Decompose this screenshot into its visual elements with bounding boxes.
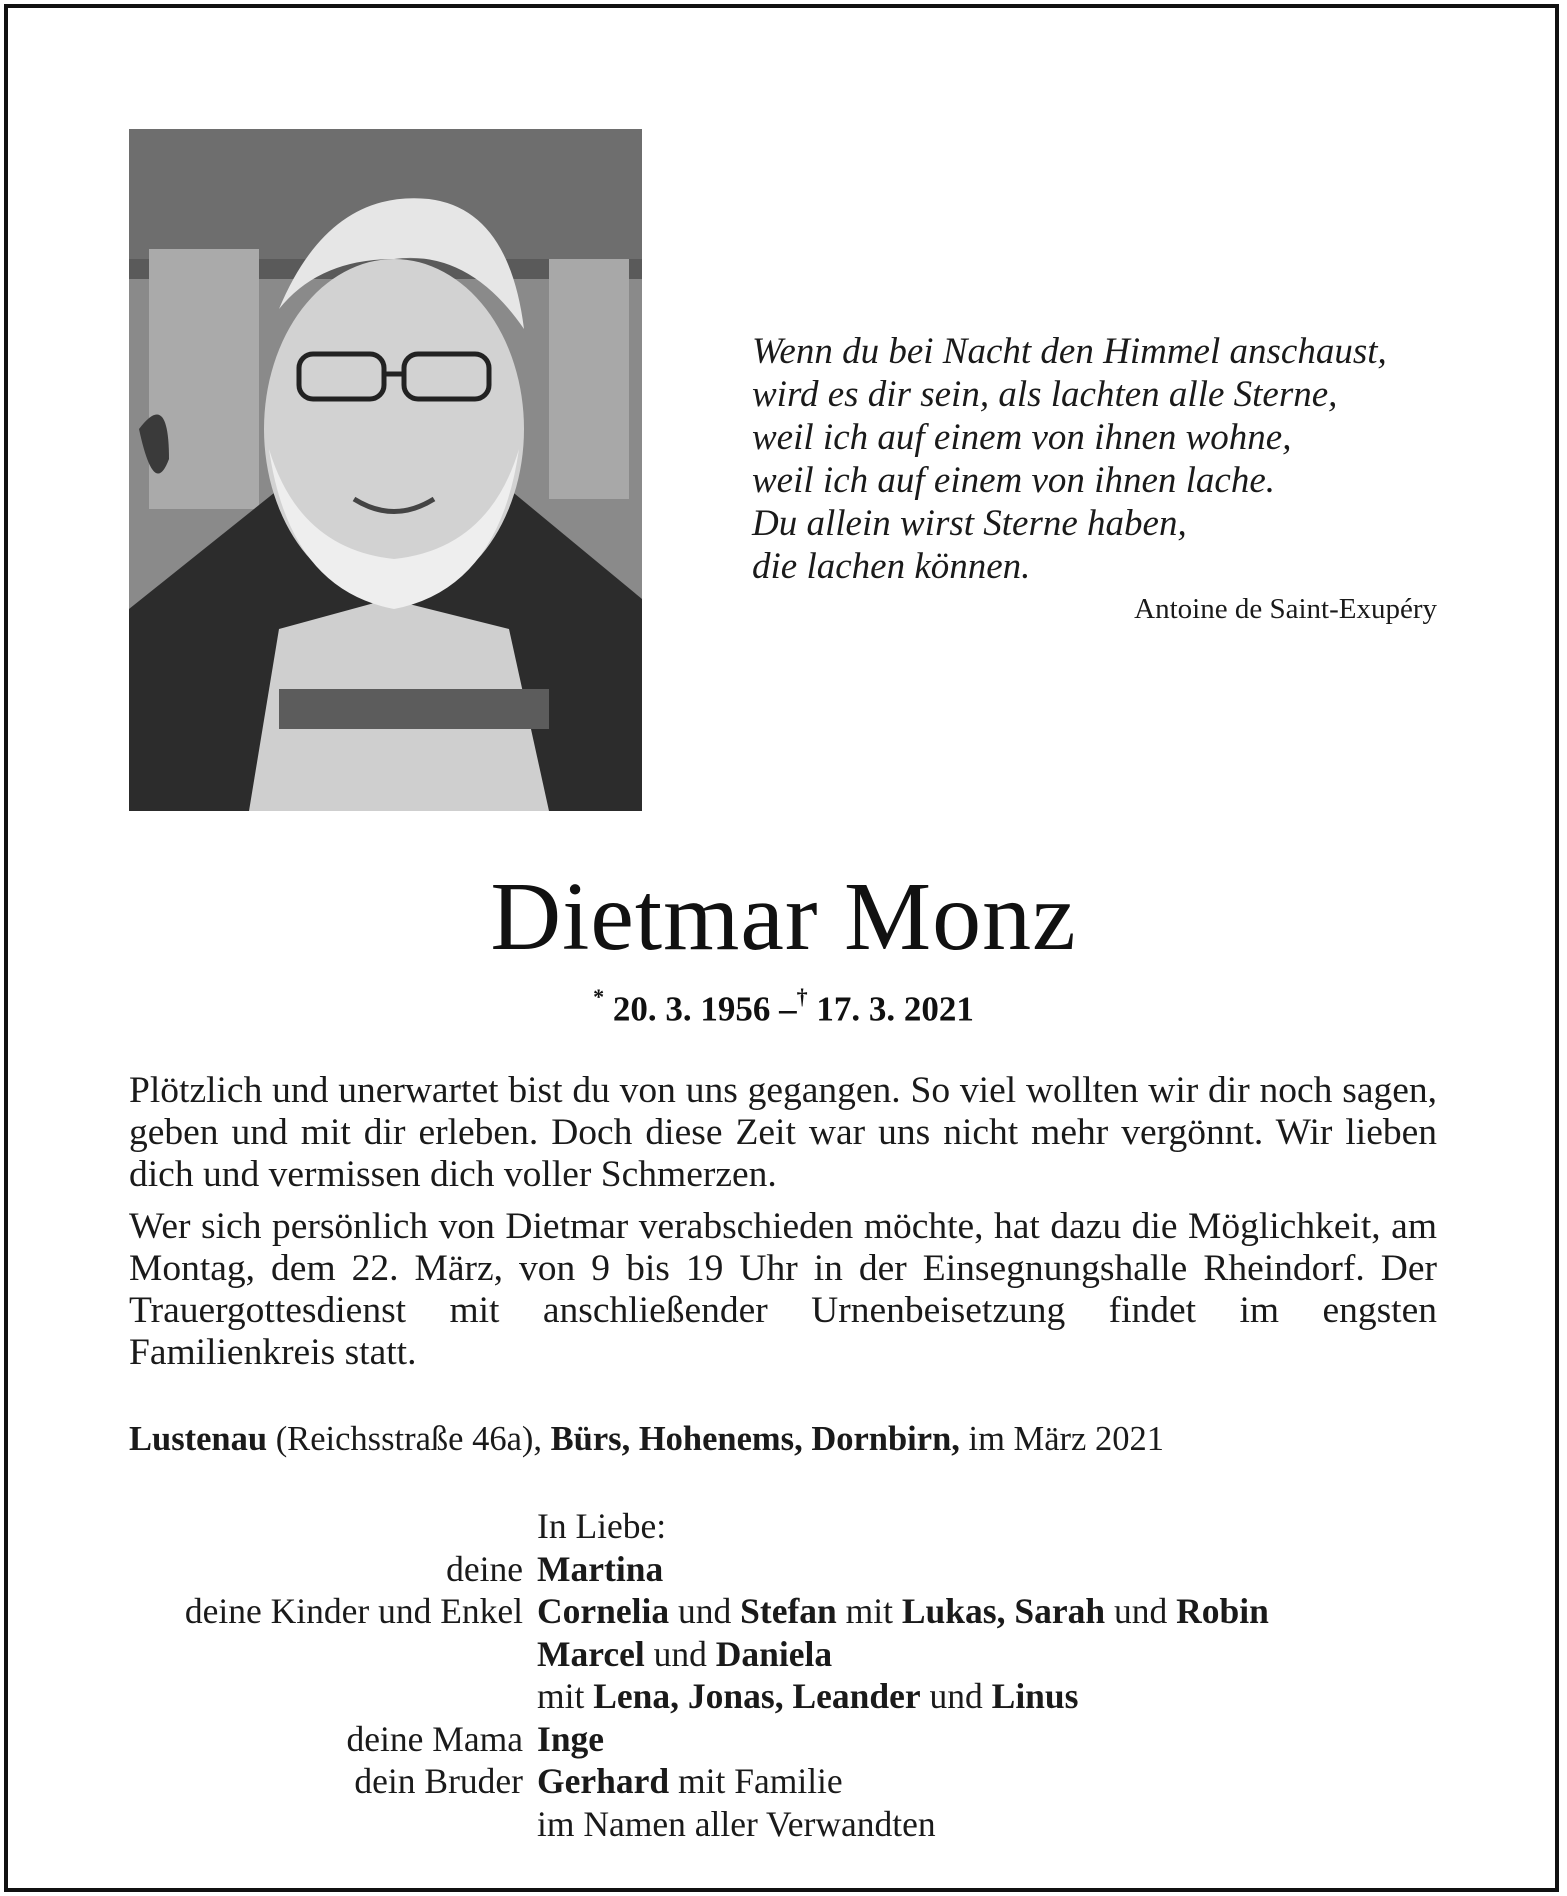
poem-line: Du allein wirst Sterne haben, [752,503,1187,544]
conjunction: mit [537,1676,585,1716]
name-grandchild: Robin [1176,1591,1269,1631]
role-wife: deine [446,1548,523,1589]
role-empty [129,1505,537,1548]
signoff-intro-row [129,1505,1439,1548]
name-child: Cornelia [537,1591,670,1631]
life-dates [0,984,1567,1030]
role-empty [129,1803,537,1846]
mourner-row-wife [129,1548,1439,1591]
role-children: deine Kinder und Enkel [184,1591,523,1631]
name-mother: Inge [537,1718,605,1759]
location-address: (Reichsstraße 46a), [275,1420,543,1458]
conjunction: mit [845,1591,893,1631]
name-grandchild: Linus [991,1676,1079,1716]
signoff [129,1505,1439,1845]
location-city: Lustenau [129,1420,268,1458]
death-date: 17. 3. 2021 [816,989,974,1029]
mourner-row-grandchildren [129,1675,1439,1718]
conjunction: und [1113,1591,1168,1631]
paragraph-farewell: Plötzlich und unerwartet bist du von uns gegangen. So viel wollten wir dir noch sagen, geben und mit dir erleben. Doch diese Zeit war uns nicht mehr vergönnt. Wir lieben dich und vermissen dich voller Schmerzen. [129,1070,1437,1195]
location-other-towns: Bürs, Hohenems, Dornbirn, [550,1420,960,1458]
name-grandchildren: Lena, Jonas, Leander [593,1676,921,1716]
conjunction: und [653,1633,707,1674]
birth-symbol: * [593,984,605,1009]
mourner-row-children [129,1590,1439,1633]
mourner-row-child2 [129,1633,1439,1676]
role-mother: deine Mama [346,1718,523,1759]
conjunction: und [678,1591,732,1631]
mourner-row-relatives [129,1803,1439,1846]
mourner-names [537,1760,1439,1803]
birth-date: 20. 3. 1956 [612,989,771,1029]
deceased-name: Dietmar Monz [490,863,1077,971]
role-empty [129,1675,537,1718]
mourner-names [537,1590,1439,1633]
name-partner: Daniela [715,1633,833,1674]
signoff-intro: In Liebe: [537,1506,667,1546]
paragraph-ceremony: Wer sich persönlich von Dietmar verabschieden möchte, hat dazu die Möglichkeit, am Montag, dem 22. März, von 9 bis 19 Uhr in der Einsegnungshalle Rheindorf. Der Trauergottesdienst mit anschließender Urnenbeisetzung findet im engsten Familienkreis statt. [129,1206,1437,1373]
date-separator: – [779,989,797,1029]
poem-line: weil ich auf einem von ihnen wohne, [752,417,1292,458]
name-grandchildren: Lukas, Sarah [901,1591,1106,1631]
portrait-photo [129,129,642,811]
conjunction: und [929,1676,983,1716]
poem-author: Antoine de Saint-Exupéry [1134,593,1437,625]
relatives-line: im Namen aller Verwandten [537,1803,936,1844]
role-brother: dein Bruder [354,1761,523,1801]
role-empty [129,1633,537,1676]
brother-suffix: mit Familie [678,1761,843,1801]
poem-line: wird es dir sein, als lachten alle Sterne, [752,374,1338,415]
poem-line: Wenn du bei Nacht den Himmel anschaust, [752,331,1387,372]
mourner-row-mother [129,1718,1439,1761]
mourner-names [537,1633,1439,1676]
mourner-names [537,1548,1439,1591]
mourner-names [537,1675,1439,1718]
name-wife: Martina [537,1548,664,1589]
location-date: im März 2021 [968,1420,1164,1458]
poem [752,330,1452,588]
mourner-row-brother [129,1760,1439,1803]
death-symbol: † [796,984,808,1009]
portrait-photo-icon [129,129,642,811]
location-line [129,1420,1164,1459]
name-partner: Stefan [740,1591,837,1631]
name-child: Marcel [537,1633,645,1674]
name-brother: Gerhard [537,1761,670,1801]
poem-line: weil ich auf einem von ihnen lache. [752,460,1275,501]
mourner-names [537,1718,1439,1761]
poem-line: die lachen können. [752,546,1031,587]
